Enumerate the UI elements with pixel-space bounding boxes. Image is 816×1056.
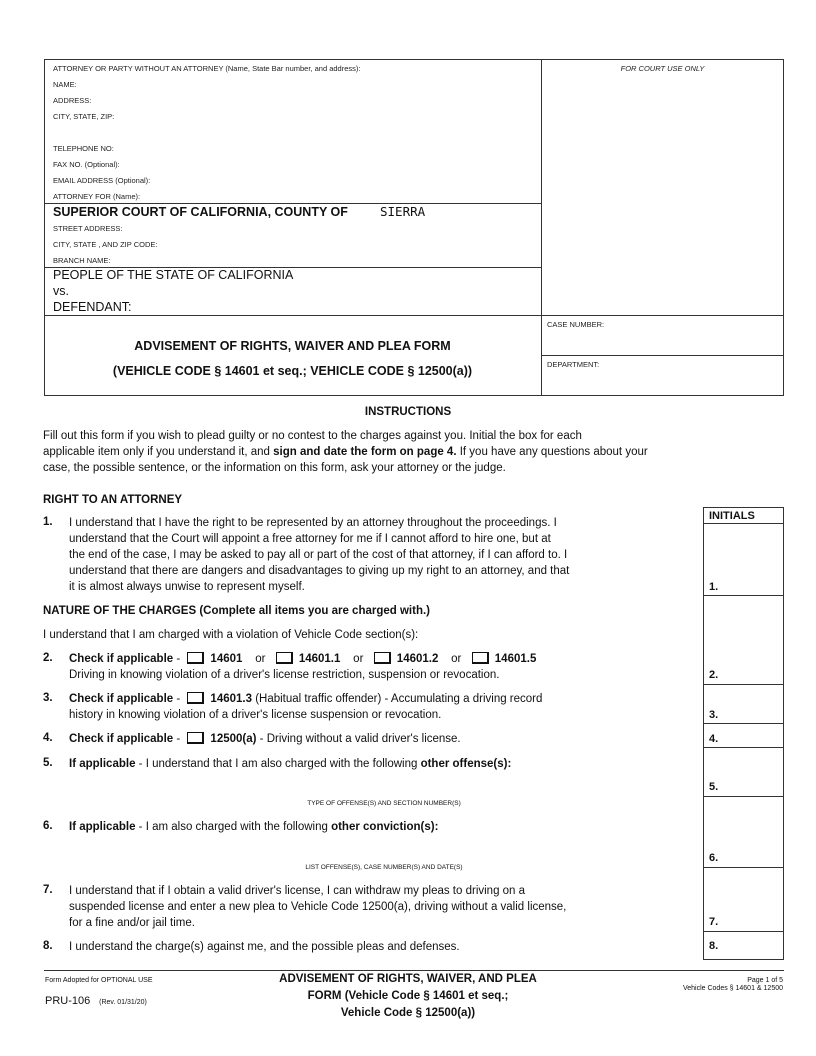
initial-box-6[interactable] [704,797,783,867]
initial-box-5[interactable] [704,748,783,796]
county-value[interactable]: SIERRA [380,204,426,219]
item-7-line1: I understand that if I obtain a valid driver's license, I can withdraw my pleas to driving on a [69,885,526,897]
checkbox-14601-2[interactable] [374,652,391,664]
defendant-label: DEFENDANT: [53,300,132,314]
item-2-number: 2. [43,652,53,664]
other-offenses-caption: TYPE OF OFFENSE(S) AND SECTION NUMBER(S) [307,800,461,807]
item-8-number: 8. [43,940,53,952]
city-state-zip-label: CITY, STATE, ZIP: [53,112,115,121]
street-address-label: STREET ADDRESS: [53,224,123,233]
footer-title-line1: ADVISEMENT OF RIGHTS, WAIVER, AND PLEA [279,973,537,985]
initial-box-label: 2. [709,669,719,681]
court-city-zip-label: CITY, STATE , AND ZIP CODE: [53,240,158,249]
checkbox-14601-5[interactable] [472,652,489,664]
case-number-label: CASE NUMBER: [547,320,605,329]
item-7-number: 7. [43,884,53,896]
footer-page: Page 1 of 5 [747,977,783,984]
initial-box-label: 5. [709,781,719,793]
court-title: SUPERIOR COURT OF CALIFORNIA, COUNTY OF [53,205,348,219]
checkbox-14601-1[interactable] [276,652,293,664]
nature-of-charges-heading: NATURE OF THE CHARGES (Complete all items you are charged with.) [43,605,431,617]
branch-name-label: BRANCH NAME: [53,256,111,265]
item-7-line3: for a fine and/or jail time. [69,917,195,929]
footer-title-line3: Vehicle Code § 12500(a)) [340,1007,476,1019]
footer-title-line2: FORM (Vehicle Code § 14601 et seq.; [307,990,509,1002]
initial-box-7[interactable] [704,868,783,931]
charged-intro: I understand that I am charged with a violation of Vehicle Code section(s): [43,629,419,641]
instructions-line1: Fill out this form if you wish to plead guilty or no contest to the charges against you. Initial the box for each [43,430,582,442]
item-1-line2: understand that the Court will appoint a free attorney for me if I cannot afford to hire one, but at [69,533,551,545]
other-convictions-input[interactable] [69,842,699,860]
initial-box-2[interactable] [704,596,783,684]
email-label: EMAIL ADDRESS (Optional): [53,176,151,185]
initial-box-4[interactable] [704,724,783,747]
instructions-line2: applicable item only if you understand it, and sign and date the form on page 4. If you have any questions about your [43,446,648,458]
item-2-line2: Driving in knowing violation of a driver's license restriction, suspension or revocation. [69,669,500,681]
initial-box-label: 7. [709,916,719,928]
form-title-line2: (VEHICLE CODE § 14601 et seq.; VEHICLE CODE § 12500(a)) [112,364,473,378]
checkbox-14601[interactable] [187,652,204,664]
initial-box-label: 6. [709,852,719,864]
item-6-line1: If applicable - I am also charged with the following other conviction(s): [69,821,439,833]
attorney-for-label: ATTORNEY FOR (Name): [53,192,141,201]
footer-form-id: PRU-106 (Rev. 01/31/20) [45,995,147,1007]
item-5-number: 5. [43,757,53,769]
court-use-label: FOR COURT USE ONLY [620,64,705,73]
item-2-line1: Check if applicable - 14601 or 14601.1 or 14601.2 or 14601.5 [69,653,537,665]
initial-box-label: 1. [709,581,719,593]
item-1-number: 1. [43,516,53,528]
vs-caption: vs. [53,284,69,298]
initial-box-8[interactable] [704,932,783,959]
initials-header: INITIALS [709,510,755,522]
item-5-line1: If applicable - I understand that I am also charged with the following other offense(s): [69,758,512,770]
footer-adopted: Form Adopted for OPTIONAL USE [45,977,153,984]
item-3-line2: history in knowing violation of a driver's license suspension or revocation. [69,709,442,721]
item-6-number: 6. [43,820,53,832]
initial-box-label: 3. [709,709,719,721]
footer-codes: Vehicle Codes § 14601 & 12500 [682,985,783,992]
checkbox-12500a[interactable] [187,732,204,744]
right-to-attorney-heading: RIGHT TO AN ATTORNEY [43,494,183,506]
form-title-line1: ADVISEMENT OF RIGHTS, WAIVER AND PLEA FORM [134,339,451,353]
people-caption: PEOPLE OF THE STATE OF CALIFORNIA [53,268,294,282]
item-8-line1: I understand the charge(s) against me, and the possible pleas and defenses. [69,941,460,953]
item-4-line1: Check if applicable - 12500(a) - Driving without a valid driver's license. [69,733,461,745]
attorney-party-label: ATTORNEY OR PARTY WITHOUT AN ATTORNEY (Name, State Bar number, and address): [53,64,361,73]
item-3-number: 3. [43,692,53,704]
initial-box-label: 8. [709,940,719,952]
item-1-line3: the end of the case, I may be asked to pay all or part of the cost of that attorney, if I can afford to. I [69,549,568,561]
department-label: DEPARTMENT: [547,360,600,369]
fax-label: FAX NO. (Optional): [53,160,120,169]
initial-box-label: 4. [709,733,719,745]
item-1-line4: understand that there are dangers and disadvantages to giving up my right to an attorney, and that [69,565,570,577]
item-1-line1: I understand that I have the right to be represented by an attorney throughout the proceedings. I [69,517,557,529]
instructions-line3: case, the possible sentence, or the information on this form, ask your attorney or the judge. [43,462,506,474]
item-4-number: 4. [43,732,53,744]
item-1-line5: it is almost always unwise to represent myself. [69,581,305,593]
name-label: NAME: [53,80,77,89]
address-label: ADDRESS: [53,96,92,105]
item-7-line2: suspended license and enter a new plea to Vehicle Code 12500(a), driving without a valid license, [69,901,567,913]
telephone-label: TELEPHONE NO: [53,144,114,153]
other-offenses-input[interactable] [69,780,699,796]
instructions-heading: INSTRUCTIONS [364,406,452,418]
item-3-line1: Check if applicable - 14601.3 (Habitual traffic offender) - Accumulating a driving record [69,693,543,705]
initial-box-3[interactable] [704,685,783,723]
initial-box-1[interactable] [704,524,783,595]
other-convictions-caption: LIST OFFENSE(S), CASE NUMBER(S) AND DATE(S) [305,864,463,871]
checkbox-14601-3[interactable] [187,692,204,704]
